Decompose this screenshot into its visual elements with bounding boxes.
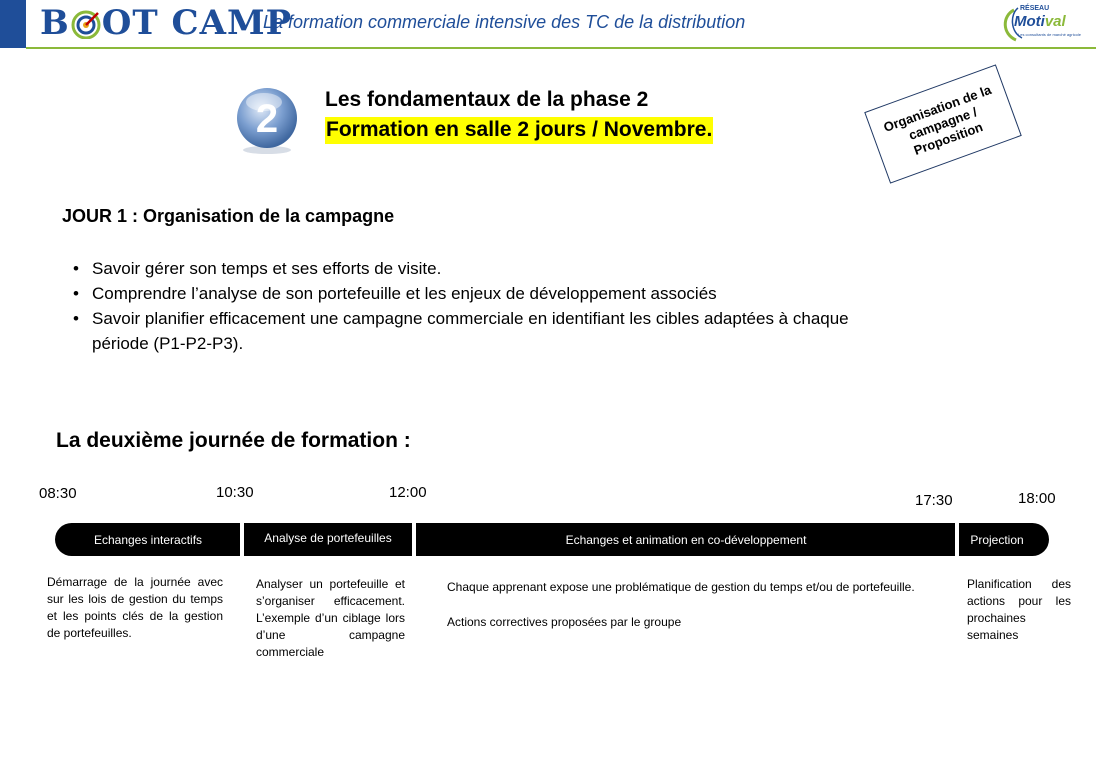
list-item: • Comprendre l’analyse de son portefeuille et les enjeux de développement associés xyxy=(70,281,910,306)
day1-heading: JOUR 1 : Organisation de la campagne xyxy=(62,206,395,226)
motival-subtitle: Les consultants de marché agricole xyxy=(1018,32,1081,37)
phase-number-text: 2 xyxy=(255,97,279,141)
segment-description: Planification des actions pour les prochaines semaines xyxy=(967,577,1071,642)
logo-letter-b: B xyxy=(40,3,70,43)
motival-logo xyxy=(1000,4,1081,44)
motival-brand xyxy=(1014,13,1066,30)
phase-stamp-text: Organisation de la campagne / Proposition xyxy=(881,82,994,158)
day2-heading: La deuxième journée de formation : xyxy=(56,429,411,452)
phase-subtitle-highlight: Formation en salle 2 jours / Novembre. xyxy=(325,117,713,144)
list-item: • Savoir planifier efficacement une campagne commerciale en identifiant les cibles adaptées à chaque période (P1-P2-P3). xyxy=(70,306,910,356)
header-divider xyxy=(26,47,1096,49)
segment-description: Analyser un portefeuille et s’organiser efficacement. L’exemple d’un ciblage lors d’une campagne commerciale xyxy=(256,577,405,659)
time-label: 18:00 xyxy=(1018,490,1056,507)
phase-number-badge xyxy=(234,84,300,156)
timeline-segment: Echanges interactifs xyxy=(93,532,203,547)
motival-brand-part-2: val xyxy=(1044,13,1066,30)
schedule-timeline xyxy=(55,523,1049,556)
timeline-segment: Analyse de portefeuilles xyxy=(264,531,392,545)
segment-description: Actions correctives proposées par le groupe xyxy=(447,615,682,629)
timeline-segment: Projection xyxy=(970,532,1024,547)
time-label: 17:30 xyxy=(915,492,953,509)
timeline-segment: Echanges et animation en co-développement xyxy=(565,532,807,547)
list-item: • Savoir gérer son temps et ses efforts de visite. xyxy=(70,256,910,281)
time-label: 12:00 xyxy=(389,484,427,501)
header-tagline: La formation commerciale intensive des TC de la distribution xyxy=(263,12,746,32)
segment-description: Chaque apprenant expose une problématique de gestion du temps et/ou de portefeuille. xyxy=(447,580,915,594)
logo-text: OT CAMP xyxy=(101,3,293,43)
day1-bullet-list xyxy=(70,256,910,356)
time-label: 08:30 xyxy=(39,485,77,502)
bootcamp-logo xyxy=(40,2,292,44)
segment-description: Démarrage de la journée avec sur les lois de gestion du temps et les points clés de la gestion de portefeuilles. xyxy=(47,575,223,640)
motival-reseau-label: RÉSEAU xyxy=(1020,5,1050,12)
target-icon xyxy=(71,8,101,38)
phase-stamp xyxy=(864,64,1022,183)
motival-brand-part-1: Moti xyxy=(1014,13,1045,30)
phase-title: Les fondamentaux de la phase 2 xyxy=(325,88,649,111)
header-accent-bar xyxy=(0,0,26,48)
time-label: 10:30 xyxy=(216,484,254,501)
